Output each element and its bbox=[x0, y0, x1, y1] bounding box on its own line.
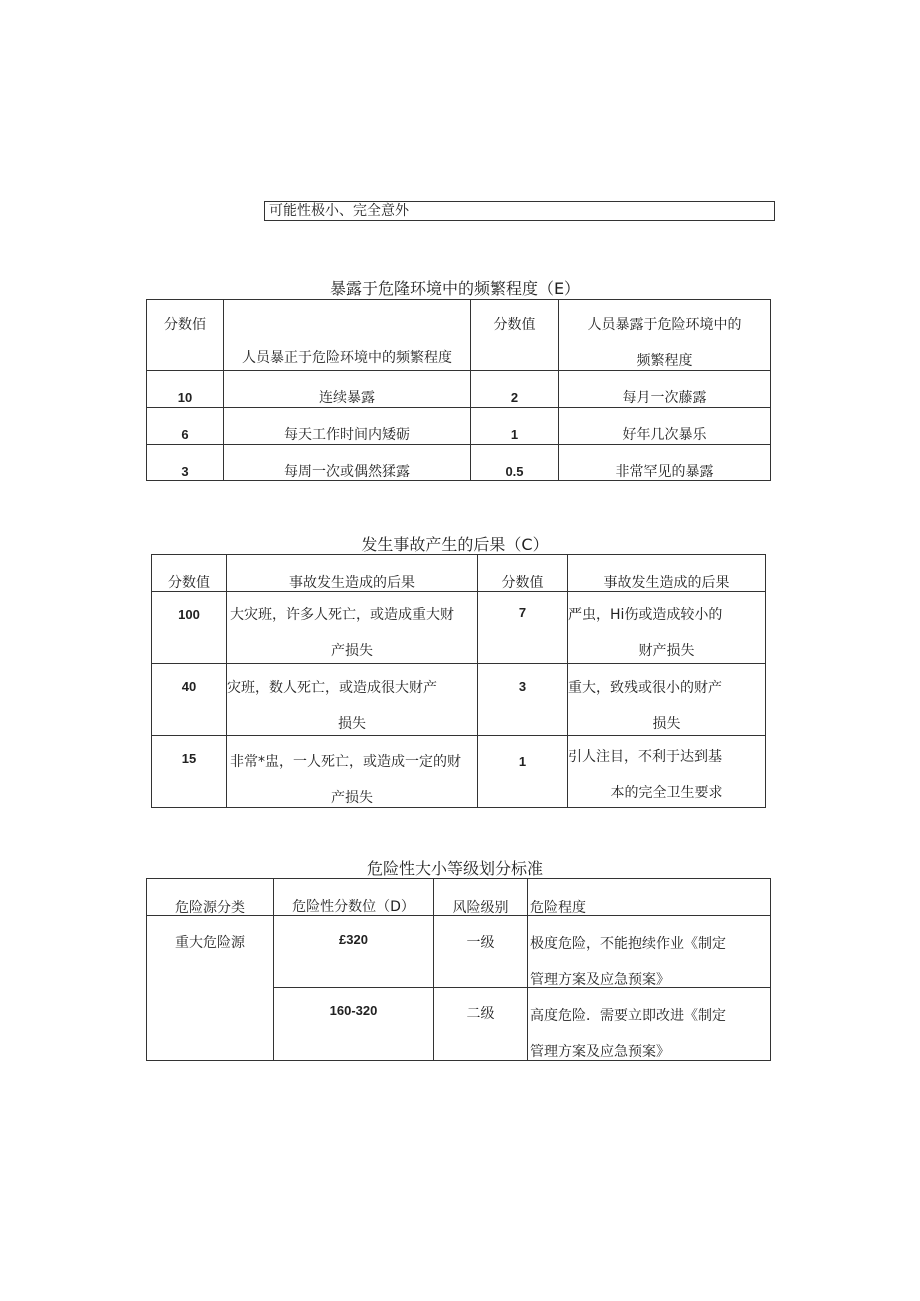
exposure-header-desc2-line2: 频繁程度 bbox=[636, 353, 693, 369]
degree-line1: 极度危险，不能抱续作业《制定 bbox=[530, 936, 726, 952]
consequence-header-score2: 分数值 bbox=[501, 575, 544, 591]
degree-cell bbox=[528, 988, 771, 1061]
score-cell bbox=[147, 408, 224, 445]
desc-cell bbox=[559, 371, 771, 408]
header-cell bbox=[152, 555, 227, 592]
desc-cell bbox=[227, 736, 478, 808]
desc-line2: 产损失 bbox=[331, 643, 373, 659]
risk-header-score: 危险性分数位（D） bbox=[292, 899, 415, 915]
level-text: 一级 bbox=[466, 935, 495, 951]
consequence-table bbox=[151, 554, 766, 808]
category-text: 重大危险源 bbox=[175, 935, 245, 951]
score-value: 1 bbox=[518, 754, 527, 769]
score-cell bbox=[471, 445, 559, 481]
table-row bbox=[152, 592, 766, 664]
exposure-header-row bbox=[147, 300, 771, 371]
risk-title: 危险性大小等级划分标准 bbox=[366, 859, 543, 878]
desc-line2: 财产损失 bbox=[638, 643, 695, 659]
consequence-header-row bbox=[152, 555, 766, 592]
level-cell bbox=[434, 916, 528, 988]
score-cell bbox=[478, 664, 568, 736]
degree-line1: 高度危险．需要立即改进《制定 bbox=[530, 1008, 726, 1024]
header-cell bbox=[568, 555, 766, 592]
score-value: 10 bbox=[177, 390, 193, 405]
desc-cell bbox=[224, 408, 471, 445]
desc-cell bbox=[559, 445, 771, 481]
table-row bbox=[147, 445, 771, 481]
header-cell bbox=[434, 879, 528, 916]
desc-cell bbox=[568, 736, 766, 808]
table-row bbox=[147, 408, 771, 445]
degree-line2: 管理方案及应急预案》 bbox=[530, 1044, 670, 1060]
desc-cell bbox=[559, 408, 771, 445]
exposure-header-desc2-line1: 人员暴露于危险环境中的 bbox=[587, 317, 742, 333]
score-value: 3 bbox=[518, 679, 527, 694]
score-value: 15 bbox=[181, 751, 197, 766]
risk-table bbox=[146, 878, 771, 1061]
score-value: 1 bbox=[510, 427, 519, 442]
score-cell bbox=[274, 916, 434, 988]
score-cell bbox=[478, 592, 568, 664]
desc-line1: 严虫，Hi伤或造成较小的 bbox=[568, 607, 723, 623]
desc-cell bbox=[568, 664, 766, 736]
desc-text: 每周一次或偶然猱露 bbox=[284, 464, 410, 480]
desc-cell bbox=[224, 371, 471, 408]
desc-text: 好年几次暴乐 bbox=[622, 427, 707, 443]
score-value: 40 bbox=[181, 679, 197, 694]
header-cell bbox=[274, 879, 434, 916]
score-value: £320 bbox=[339, 932, 368, 947]
desc-text: 连续暴露 bbox=[319, 390, 375, 406]
consequence-header-desc1: 事故发生造成的后果 bbox=[289, 575, 415, 591]
exposure-header-cell bbox=[471, 300, 559, 371]
exposure-table bbox=[146, 299, 771, 481]
consequence-header-desc2: 事故发生造成的后果 bbox=[603, 575, 730, 591]
score-cell bbox=[471, 371, 559, 408]
header-cell bbox=[227, 555, 478, 592]
degree-cell bbox=[528, 916, 771, 988]
risk-header-degree: 危险程度 bbox=[530, 900, 586, 916]
score-cell bbox=[147, 371, 224, 408]
level-text: 二级 bbox=[466, 1006, 495, 1022]
desc-line1: 引人注目，不利于达到基 bbox=[568, 749, 722, 765]
exposure-header-cell bbox=[224, 300, 471, 371]
score-value: 100 bbox=[178, 607, 200, 622]
level-cell bbox=[434, 988, 528, 1061]
exposure-header-score2: 分数值 bbox=[493, 317, 536, 333]
score-cell bbox=[478, 736, 568, 808]
exposure-header-desc1: 人员暴正于危险环境中的频繁程度 bbox=[242, 350, 452, 366]
header-cell bbox=[147, 879, 274, 916]
consequence-header-score1: 分数值 bbox=[168, 575, 210, 591]
exposure-header-score1: 分数佰 bbox=[164, 317, 206, 333]
score-cell bbox=[152, 592, 227, 664]
header-cell bbox=[478, 555, 568, 592]
score-value: 0.5 bbox=[505, 464, 524, 479]
score-value: 2 bbox=[510, 390, 519, 405]
desc-line2: 损失 bbox=[652, 716, 681, 732]
score-cell bbox=[471, 408, 559, 445]
desc-line1: 重大，致残或很小的财产 bbox=[568, 680, 722, 696]
desc-text: 每月一次藤露 bbox=[622, 390, 707, 406]
desc-line2: 产损失 bbox=[331, 790, 373, 806]
desc-cell bbox=[227, 664, 478, 736]
risk-header-level: 风险级别 bbox=[452, 900, 509, 916]
desc-line2: 本的完全卫生要求 bbox=[610, 785, 723, 801]
score-cell bbox=[152, 736, 227, 808]
score-value: 7 bbox=[518, 605, 527, 620]
desc-line2: 损失 bbox=[338, 716, 366, 732]
risk-header-row bbox=[147, 879, 771, 916]
top-box: 可能性极小、完全意外 bbox=[264, 201, 775, 221]
exposure-header-cell bbox=[147, 300, 224, 371]
score-value: 3 bbox=[181, 464, 189, 479]
score-value: 160-320 bbox=[329, 1003, 378, 1018]
score-cell bbox=[152, 664, 227, 736]
desc-cell bbox=[568, 592, 766, 664]
desc-cell bbox=[227, 592, 478, 664]
desc-line1: 灾班，数人死亡，或造成很大财产 bbox=[227, 680, 437, 696]
desc-line1: 大灾班，许多人死亡，或造成重大财 bbox=[230, 607, 454, 623]
desc-line1: 非常*盅，一人死亡，或造成一定的财 bbox=[230, 754, 461, 770]
table-row bbox=[147, 916, 771, 988]
risk-header-category: 危险源分类 bbox=[175, 900, 245, 916]
desc-text: 非常罕见的暴露 bbox=[615, 464, 714, 480]
category-cell bbox=[147, 916, 274, 1061]
score-cell bbox=[147, 445, 224, 481]
table-row bbox=[152, 736, 766, 808]
score-value: 6 bbox=[181, 427, 189, 442]
exposure-header-cell bbox=[559, 300, 771, 371]
table-row bbox=[147, 371, 771, 408]
desc-text: 每天工作时间内矮砺 bbox=[284, 427, 410, 443]
score-cell bbox=[274, 988, 434, 1061]
consequence-title: 发生事故产生的后果（C） bbox=[361, 535, 549, 554]
table-row bbox=[152, 664, 766, 736]
degree-line2: 管理方案及应急预案》 bbox=[530, 972, 670, 988]
exposure-title: 暴露于危隆环境中的频繁程度（E） bbox=[329, 279, 581, 298]
header-cell bbox=[528, 879, 771, 916]
desc-cell bbox=[224, 445, 471, 481]
